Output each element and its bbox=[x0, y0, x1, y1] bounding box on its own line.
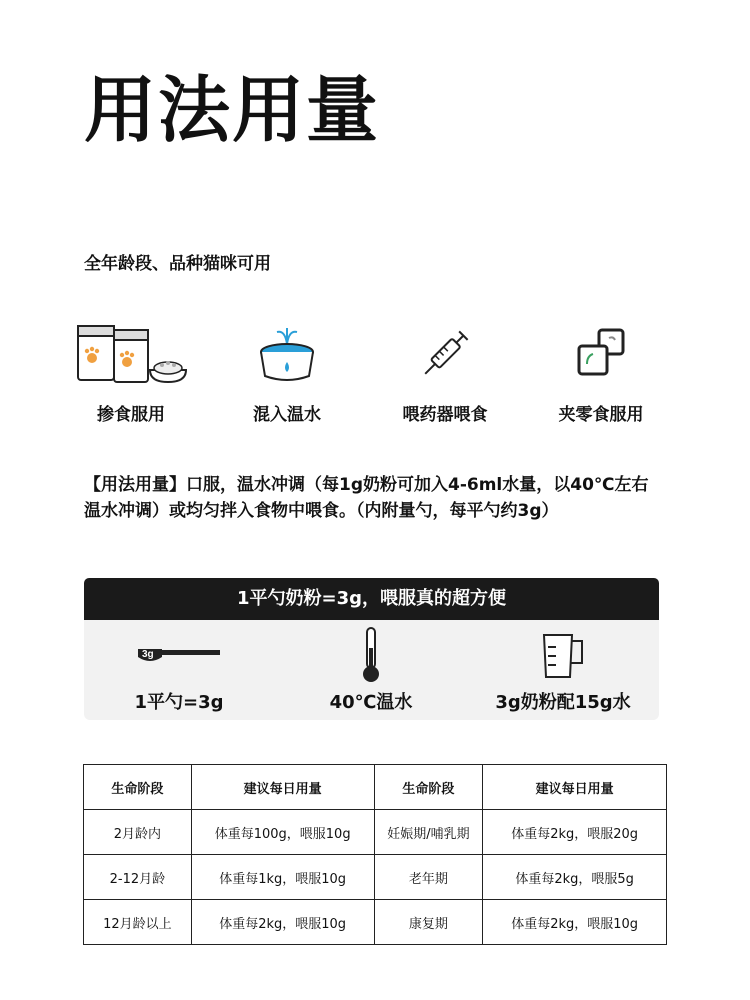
usage-label: 混入温水 bbox=[253, 405, 321, 425]
table-cell: 2-12月龄 bbox=[84, 855, 192, 900]
table-header-cell: 建议每日用量 bbox=[483, 765, 667, 810]
table-cell: 妊娠期/哺乳期 bbox=[374, 810, 483, 855]
table-cell: 2月龄内 bbox=[84, 810, 192, 855]
table-header-cell: 建议每日用量 bbox=[191, 765, 374, 810]
scoop-info-label: 1平勺=3g bbox=[134, 692, 224, 713]
scoop-info-item bbox=[276, 628, 466, 714]
table-row bbox=[84, 855, 667, 900]
scoop-info-label: 40℃温水 bbox=[329, 692, 413, 713]
table-cell: 体重每2kg，喂服10g bbox=[191, 900, 374, 945]
food-bag-icon bbox=[56, 322, 206, 386]
table-cell: 体重每100g，喂服10g bbox=[191, 810, 374, 855]
table-cell: 12月龄以上 bbox=[84, 900, 192, 945]
table-cell: 体重每2kg，喂服10g bbox=[483, 900, 667, 945]
table-header-cell: 生命阶段 bbox=[374, 765, 483, 810]
scoop-icon-text: 3g bbox=[142, 649, 154, 660]
water-fountain-icon bbox=[212, 322, 362, 386]
treat-cubes-icon bbox=[526, 322, 676, 386]
scoop-info-label: 3g奶粉配15g水 bbox=[495, 692, 631, 713]
table-cell: 康复期 bbox=[374, 900, 483, 945]
scoop-icon bbox=[84, 628, 274, 682]
table-header-cell: 生命阶段 bbox=[84, 765, 192, 810]
table-row bbox=[84, 900, 667, 945]
usage-item-warm-water bbox=[212, 322, 362, 425]
dosage-table bbox=[83, 764, 667, 945]
scoop-info-item bbox=[468, 628, 658, 714]
scoop-info-item bbox=[84, 628, 274, 714]
table-cell: 体重每2kg，喂服20g bbox=[483, 810, 667, 855]
page-subtitle: 全年龄段、品种猫咪可用 bbox=[84, 254, 271, 274]
thermometer-icon bbox=[276, 628, 466, 682]
table-header-row bbox=[84, 765, 667, 810]
usage-description: 【用法用量】口服，温水冲调（每1g奶粉可加入4-6ml水量，以40℃左右温水冲调）或均匀拌入食物中喂食。（内附量勺，每平勺约3g） bbox=[84, 475, 649, 521]
table-cell: 老年期 bbox=[374, 855, 483, 900]
usage-label: 掺食服用 bbox=[97, 405, 165, 425]
usage-label: 夹零食服用 bbox=[558, 405, 644, 425]
usage-label: 喂药器喂食 bbox=[402, 405, 488, 425]
syringe-icon bbox=[370, 322, 520, 386]
scoop-info-panel bbox=[84, 620, 659, 720]
table-cell: 体重每1kg，喂服10g bbox=[191, 855, 374, 900]
usage-item-treats bbox=[526, 322, 676, 425]
usage-methods bbox=[84, 322, 660, 432]
measuring-cup-icon bbox=[468, 628, 658, 682]
usage-item-mix-food bbox=[56, 322, 206, 425]
table-cell: 体重每2kg，喂服5g bbox=[483, 855, 667, 900]
usage-item-syringe bbox=[370, 322, 520, 425]
page-title: 用法用量 bbox=[84, 68, 381, 152]
table-row bbox=[84, 810, 667, 855]
scoop-banner: 1平勺奶粉=3g，喂服真的超方便 bbox=[84, 578, 659, 620]
